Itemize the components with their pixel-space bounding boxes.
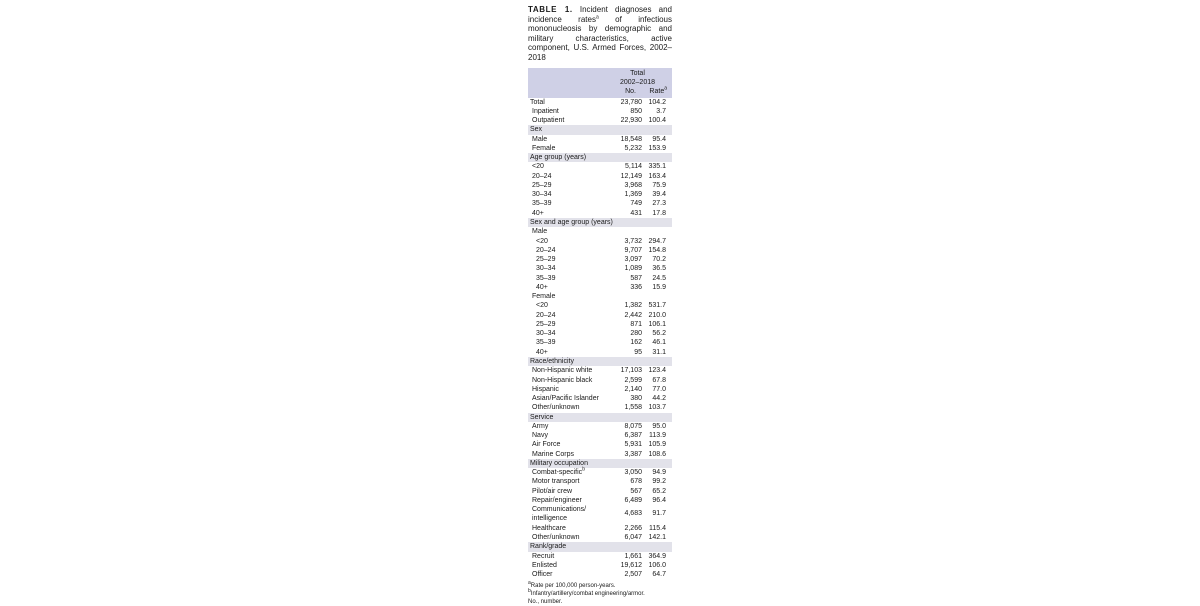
rate-cell: 115.4 [649, 524, 666, 532]
row-label [532, 385, 559, 394]
rate-cell: 56.2 [652, 330, 666, 338]
count-cell: 1,558 [624, 404, 642, 412]
row-label-text: Sex [530, 126, 543, 134]
count-cell: 4,683 [624, 510, 642, 518]
row-label-text: Outpatient [532, 117, 565, 125]
row-label-text: Non-Hispanic black [532, 376, 593, 384]
table-footnotes [528, 582, 672, 606]
row-label [530, 98, 545, 107]
footnote-marker: b [528, 588, 531, 595]
row-label-text: 25–29 [536, 320, 556, 328]
rate-cell: 70.2 [652, 256, 666, 264]
count-cell: 1,382 [624, 302, 642, 310]
row-label [536, 338, 555, 347]
table-row [528, 264, 672, 273]
count-cell: 19,612 [620, 561, 642, 569]
section-header-row [528, 542, 672, 551]
rate-cell: 39.4 [652, 191, 666, 199]
count-cell: 678 [630, 478, 642, 486]
rate-cell: 154.8 [648, 246, 666, 254]
row-label-text: 25–29 [532, 181, 552, 189]
table-row [528, 487, 672, 496]
count-cell: 22,930 [620, 117, 642, 125]
count-cell: 3,050 [624, 469, 642, 477]
row-label [536, 246, 555, 255]
count-cell: 23,780 [620, 98, 642, 106]
table-row [528, 440, 672, 449]
row-label [536, 283, 548, 292]
row-label-text: Sex and age group (years) [530, 219, 613, 227]
rate-cell: 96.4 [652, 496, 666, 504]
table-row [528, 552, 672, 561]
table-row [528, 468, 672, 477]
count-cell: 1,369 [624, 191, 642, 199]
rate-cell: 91.7 [652, 510, 666, 518]
row-label [532, 496, 582, 505]
table-row [528, 311, 672, 320]
footnote-text: No., number. [528, 599, 563, 606]
table-row [528, 524, 672, 533]
section-header-row [528, 153, 672, 162]
row-label-text: 30–34 [532, 191, 552, 199]
rate-cell: 36.5 [652, 265, 666, 273]
table-row [528, 320, 672, 329]
row-label-text: 35–39 [536, 274, 556, 282]
table-row [528, 450, 672, 459]
rate-cell: 95.0 [652, 422, 666, 430]
rate-cell: 64.7 [652, 571, 666, 579]
row-label [532, 552, 554, 561]
row-label-text: Enlisted [532, 561, 557, 569]
row-label-text-line2: intelligence [532, 514, 568, 522]
row-label [532, 162, 544, 171]
rate-header-superscript: a [664, 85, 667, 92]
rate-cell: 75.9 [652, 181, 666, 189]
rate-cell: 65.2 [652, 487, 666, 495]
count-cell: 850 [630, 107, 642, 115]
count-cell: 5,232 [624, 144, 642, 152]
count-cell: 6,489 [624, 496, 642, 504]
row-label-text: <20 [532, 163, 544, 171]
table-label: TABLE 1. [528, 5, 573, 14]
count-cell: 567 [630, 487, 642, 495]
row-label-text: Non-Hispanic white [532, 367, 593, 375]
row-label [536, 274, 555, 283]
row-label [532, 487, 572, 496]
row-label-text: 35–39 [532, 200, 552, 208]
row-label-text: Military occupation [530, 459, 588, 467]
rate-cell: 153.9 [648, 144, 666, 152]
row-label [530, 542, 566, 551]
rate-cell: 31.1 [652, 348, 666, 356]
row-label [532, 570, 553, 579]
footnote-marker: a [528, 580, 531, 587]
count-cell: 3,732 [624, 237, 642, 245]
table-row [528, 292, 672, 301]
section-header-row [528, 459, 672, 468]
rate-header-label: Rate [649, 87, 665, 95]
row-label-text: Other/unknown [532, 534, 580, 542]
table-header [528, 68, 672, 98]
row-label-text: Inpatient [532, 107, 559, 115]
number-column-header: No. [625, 87, 636, 95]
count-cell: 162 [630, 339, 642, 347]
rate-cell: 105.9 [648, 441, 666, 449]
row-label-text: Asian/Pacific Islander [532, 395, 599, 403]
count-cell: 871 [630, 320, 642, 328]
table-row [528, 366, 672, 375]
rate-cell: 294.7 [648, 237, 666, 245]
row-label-text: Motor transport [532, 478, 580, 486]
rate-cell: 106.1 [648, 320, 666, 328]
row-label [532, 533, 579, 542]
count-cell: 2,442 [624, 311, 642, 319]
footnote-text: Infantry/artillery/combat engineering/armor. [530, 591, 645, 598]
count-cell: 5,114 [625, 163, 642, 171]
row-label [532, 172, 551, 181]
table-row [528, 496, 672, 505]
row-label-text: 40+ [532, 209, 544, 217]
row-label-text: Pilot/air crew [532, 487, 573, 495]
row-label [532, 561, 557, 570]
rate-cell: 103.7 [648, 404, 666, 412]
row-label [532, 440, 560, 449]
rate-cell: 15.9 [652, 283, 666, 291]
rate-cell: 163.4 [648, 172, 666, 180]
row-label-text: Service [530, 413, 554, 421]
count-cell: 1,089 [624, 265, 642, 273]
rate-cell: 113.9 [649, 432, 666, 440]
count-cell: 380 [630, 395, 642, 403]
rate-cell: 104.2 [648, 98, 666, 106]
table-row [528, 477, 672, 486]
row-label [532, 209, 544, 218]
row-label [532, 181, 551, 190]
table-row [528, 394, 672, 403]
footnote [528, 598, 672, 606]
row-label-text: Race/ethnicity [530, 358, 574, 365]
row-label [532, 366, 592, 375]
count-cell: 749 [630, 200, 642, 208]
row-label-text: Other/unknown [532, 404, 580, 412]
total-header-label: Total [630, 69, 645, 77]
row-label-text: Officer [532, 571, 553, 579]
rate-cell: 67.8 [652, 376, 666, 384]
table-row [528, 181, 672, 190]
period-header-label: 2002–2018 [619, 78, 656, 86]
table-row [528, 385, 672, 394]
count-cell: 587 [630, 274, 642, 282]
count-cell: 17,103 [620, 367, 642, 375]
row-label [532, 144, 555, 153]
rate-cell: 106.0 [648, 561, 666, 569]
row-label [532, 292, 555, 301]
row-label-text: Marine Corps [532, 450, 575, 458]
row-label [532, 135, 547, 144]
row-label [536, 264, 555, 273]
count-cell: 3,968 [624, 181, 642, 189]
row-label-text: <20 [536, 237, 548, 245]
total-column-group-header [603, 69, 672, 87]
table-row [528, 172, 672, 181]
table-row [528, 246, 672, 255]
count-cell: 9,707 [624, 246, 642, 254]
count-cell: 2,507 [624, 571, 642, 579]
table-row [528, 561, 672, 570]
row-label-text: 20–24 [532, 172, 552, 180]
rate-cell: 100.4 [648, 117, 666, 125]
table-row [528, 274, 672, 283]
count-cell: 2,599 [624, 376, 642, 384]
row-label [532, 477, 579, 486]
table-caption [528, 5, 672, 63]
row-label-text: Age group (years) [530, 154, 587, 162]
row-label-superscript: b [582, 466, 585, 473]
row-label-text: Communications/ [532, 506, 587, 514]
row-label-text: 30–34 [536, 265, 556, 273]
row-label-text: Air Force [532, 441, 561, 449]
row-label-text: Female [532, 293, 556, 301]
table-row [528, 422, 672, 431]
rate-cell: 94.9 [652, 469, 666, 477]
row-label [532, 190, 551, 199]
table-row [528, 107, 672, 116]
rate-cell: 95.4 [652, 135, 666, 143]
count-cell: 431 [630, 209, 642, 217]
row-label [532, 227, 547, 236]
table-row [528, 144, 672, 153]
row-label-text: Healthcare [532, 524, 566, 532]
rate-cell: 108.6 [648, 450, 666, 458]
rate-cell: 46.1 [652, 339, 666, 347]
rate-cell: 210.0 [648, 311, 666, 319]
rate-cell: 531.7 [648, 302, 666, 310]
row-label-text: 20–24 [536, 246, 556, 254]
row-label [532, 394, 599, 403]
row-label [536, 320, 555, 329]
row-label [536, 301, 548, 310]
rate-cell: 335.1 [648, 163, 666, 171]
count-cell: 12,149 [620, 172, 642, 180]
table-row [528, 329, 672, 338]
table-row [528, 98, 672, 107]
caption-superscript: a [595, 13, 599, 20]
table-row [528, 431, 672, 440]
row-label-text: 35–39 [536, 339, 556, 347]
table-row [528, 338, 672, 347]
row-label [530, 218, 613, 227]
table-row [528, 255, 672, 264]
rate-cell: 99.2 [652, 478, 666, 486]
table-row [528, 199, 672, 208]
count-cell: 3,387 [624, 450, 642, 458]
table-body [528, 98, 672, 580]
caption-text: Incident diagnoses and incidence rates [528, 5, 672, 24]
caption-text-continued: of infectious mononucleosis by demographic and military characteristics, active component, U.S. Armed Forces, 2002–2018 [528, 14, 673, 62]
count-cell: 2,266 [624, 524, 642, 532]
row-label [536, 348, 548, 357]
row-label [532, 116, 564, 125]
rate-cell: 364.9 [648, 552, 666, 560]
rate-cell: 24.5 [652, 274, 666, 282]
table-row [528, 227, 672, 236]
section-header-row [528, 125, 672, 134]
count-cell: 95 [634, 348, 642, 356]
row-label-text: <20 [536, 302, 548, 310]
count-cell: 6,387 [624, 432, 642, 440]
row-label-text: Combat-specific [532, 469, 583, 477]
row-label-text: Female [532, 144, 556, 152]
rate-cell: 17.8 [652, 209, 666, 217]
table-row [528, 209, 672, 218]
count-cell: 6,047 [624, 534, 642, 542]
table-row [528, 283, 672, 292]
table-row [528, 505, 672, 524]
row-label [532, 376, 592, 385]
footnote-text: Rate per 100,000 person-years. [530, 583, 616, 590]
row-label-text: 30–34 [536, 330, 556, 338]
rate-cell: 142.1 [648, 534, 666, 542]
row-label [532, 199, 551, 208]
table-row [528, 533, 672, 542]
row-label-text: Male [532, 135, 548, 143]
table-row [528, 162, 672, 171]
row-label [536, 255, 555, 264]
table-row [528, 570, 672, 579]
row-label [532, 524, 566, 533]
row-label [532, 506, 586, 523]
row-label [530, 153, 586, 162]
row-label [530, 125, 542, 134]
count-cell: 8,075 [624, 422, 642, 430]
row-label [530, 357, 574, 366]
rate-cell: 3.7 [656, 107, 666, 115]
count-cell: 2,140 [624, 385, 642, 393]
count-cell: 5,931 [624, 441, 642, 449]
row-label [532, 468, 585, 477]
count-cell: 1,661 [624, 552, 642, 560]
rate-cell: 44.2 [652, 395, 666, 403]
count-cell: 18,548 [620, 135, 642, 143]
count-cell: 280 [630, 330, 642, 338]
row-label-text: Recruit [532, 552, 555, 560]
rate-cell: 77.0 [652, 385, 666, 393]
footnote [528, 582, 672, 590]
row-label-text: 40+ [536, 283, 548, 291]
table-document [528, 5, 672, 606]
rate-cell: 123.4 [648, 367, 666, 375]
row-label-text: Total [530, 98, 545, 106]
row-label [530, 459, 588, 468]
row-label [536, 237, 548, 246]
row-label-text: Hispanic [532, 385, 559, 393]
row-label-text: 40+ [536, 348, 548, 356]
row-label [536, 329, 555, 338]
row-label [532, 107, 559, 116]
row-label-text: 20–24 [536, 311, 556, 319]
rate-cell: 27.3 [652, 200, 666, 208]
count-cell: 3,097 [624, 256, 642, 264]
incidence-table [528, 68, 672, 580]
section-header-row [528, 413, 672, 422]
rate-column-header [649, 85, 667, 95]
row-label-text: Repair/engineer [532, 496, 582, 504]
section-header-row [528, 357, 672, 366]
row-label-text: Rank/grade [530, 543, 567, 551]
row-label [532, 422, 548, 431]
row-label-text: Navy [532, 432, 548, 440]
row-label [536, 311, 555, 320]
section-header-row [528, 218, 672, 227]
row-label-text: Army [532, 422, 549, 430]
row-label [530, 413, 553, 422]
row-label-text: 25–29 [536, 256, 556, 264]
row-label [532, 450, 574, 459]
table-row [528, 135, 672, 144]
count-cell: 336 [630, 283, 642, 291]
row-label [532, 431, 548, 440]
row-label [532, 403, 579, 412]
row-label-text: Male [532, 228, 548, 236]
table-row [528, 348, 672, 357]
table-row [528, 376, 672, 385]
table-row [528, 190, 672, 199]
table-row [528, 403, 672, 412]
footnote [528, 590, 672, 598]
table-row [528, 301, 672, 310]
table-row [528, 237, 672, 246]
table-row [528, 116, 672, 125]
